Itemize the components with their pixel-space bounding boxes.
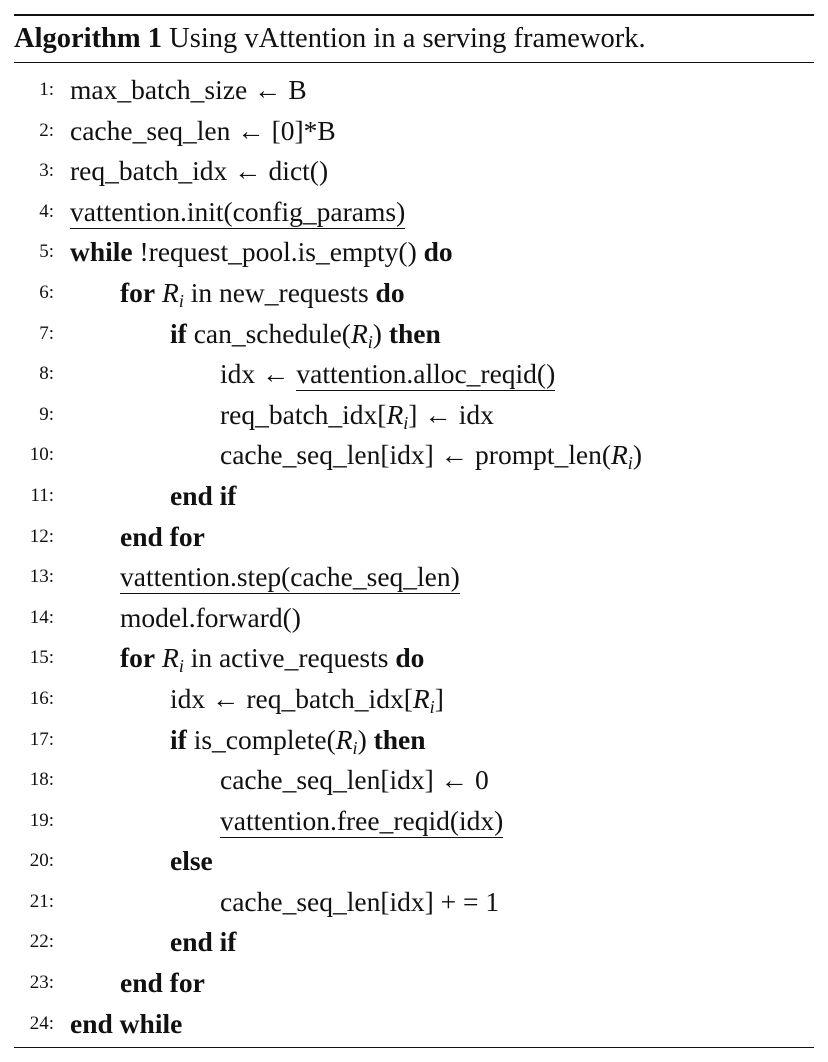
code-text: cache_seq_len[idx] ← prompt_len(: [220, 439, 611, 471]
code-text: ): [632, 439, 642, 471]
line-number: 12:: [29, 525, 54, 547]
line-number: 21:: [29, 890, 54, 912]
code-text: req_batch_idx ← dict(): [70, 155, 329, 187]
line-number: 7:: [39, 322, 54, 344]
algorithm-line: [0, 638, 828, 679]
keyword: while: [70, 236, 133, 268]
algorithm-line: [0, 354, 828, 395]
line-code: [170, 476, 236, 517]
keyword: for: [120, 642, 156, 674]
algorithm-line: [0, 760, 828, 801]
line-code: [170, 314, 441, 355]
line-code: [120, 273, 405, 314]
line-number: 10:: [29, 444, 54, 466]
code-text: [155, 277, 162, 308]
algorithm-line: [0, 273, 828, 314]
keyword: for: [120, 276, 156, 308]
algorithm-line: [0, 801, 828, 842]
keyword: then: [388, 317, 441, 349]
keyword: else: [170, 845, 213, 877]
math-variable: $R_i$: [162, 276, 184, 311]
code-text: ]: [434, 682, 444, 714]
keyword: then: [373, 723, 426, 755]
algorithm-line: [0, 1004, 828, 1045]
keyword: do: [395, 642, 425, 674]
code-text: cache_seq_len[idx] ← 0: [220, 764, 489, 796]
line-code: [70, 232, 453, 273]
line-number: 17:: [29, 728, 54, 750]
line-number: 23:: [29, 972, 54, 994]
code-text: !request_pool.is_empty(): [132, 236, 424, 268]
algorithm-line: [0, 557, 828, 598]
algorithm-body: [0, 70, 828, 1044]
algorithm-line: [0, 963, 828, 1004]
line-code: [220, 435, 642, 476]
keyword: if: [170, 723, 187, 755]
algorithm-line: [0, 151, 828, 192]
keyword: end if: [170, 479, 237, 511]
line-code: [220, 395, 494, 436]
code-text: model.forward(): [120, 601, 301, 633]
code-text: idx ←: [220, 358, 297, 390]
line-code: [170, 922, 236, 963]
code-text: is_complete(: [186, 723, 336, 755]
vattention-api-call: vattention.free_reqid(idx): [220, 804, 504, 836]
line-number: 13:: [29, 566, 54, 588]
line-code: [220, 882, 499, 923]
algorithm-line: [0, 70, 828, 111]
line-code: [120, 517, 205, 558]
line-code: [70, 111, 336, 152]
line-code: [220, 354, 555, 395]
math-variable: $R_i$: [162, 642, 184, 677]
algorithm-label: Algorithm 1: [14, 23, 163, 54]
line-code: [120, 963, 205, 1004]
code-text: cache_seq_len ← [0]*B: [70, 114, 336, 146]
line-code: [120, 598, 301, 639]
line-number: 19:: [29, 809, 54, 831]
code-text: ): [372, 317, 389, 349]
keyword: do: [375, 276, 405, 308]
bottom-rule: [14, 1047, 814, 1048]
code-text: in active_requests: [183, 642, 396, 674]
keyword: end for: [120, 967, 205, 999]
math-variable: $R_i$: [350, 317, 373, 352]
keyword: end for: [120, 520, 205, 552]
algorithm-line: [0, 111, 828, 152]
line-code: [220, 801, 503, 842]
line-number: 11:: [30, 484, 54, 506]
code-text: req_batch_idx[: [220, 398, 387, 430]
line-code: [70, 1004, 182, 1045]
code-text: can_schedule(: [186, 317, 351, 349]
algorithm-caption: [14, 18, 646, 60]
math-variable: $R_i$: [412, 682, 435, 717]
line-number: 3:: [39, 160, 54, 182]
algorithm-line: [0, 232, 828, 273]
algorithm-line: [0, 841, 828, 882]
algorithm-title: Using vAttention in a serving framework.: [169, 23, 646, 54]
algorithm-line: [0, 720, 828, 761]
vattention-api-call: vattention.init(config_params): [70, 195, 406, 227]
algorithm-line: [0, 922, 828, 963]
code-text: ] ← idx: [408, 398, 494, 430]
algorithm-line: [0, 192, 828, 233]
line-code: [170, 679, 444, 720]
line-number: 15:: [29, 647, 54, 669]
line-code: [120, 638, 424, 679]
line-number: 1:: [39, 79, 54, 100]
keyword: if: [170, 317, 187, 349]
line-code: [70, 192, 405, 233]
algorithm-line: [0, 679, 828, 720]
line-number: 24:: [29, 1012, 54, 1034]
math-variable: $R_i$: [610, 439, 633, 474]
caption-rule: [14, 62, 814, 63]
keyword: end if: [170, 926, 237, 958]
math-variable: $R_i$: [386, 398, 409, 433]
line-number: 5:: [39, 241, 54, 263]
line-number: 20:: [29, 850, 54, 872]
line-number: 14:: [29, 606, 54, 628]
line-number: 2:: [39, 119, 54, 141]
line-code: [220, 760, 489, 801]
code-text: max_batch_size ← B: [70, 74, 307, 105]
line-code: [170, 841, 213, 882]
code-text: idx ← req_batch_idx[: [170, 682, 413, 714]
algorithm-line: [0, 598, 828, 639]
top-rule: [14, 14, 814, 16]
keyword: do: [423, 236, 453, 268]
algorithm-line: [0, 314, 828, 355]
code-text: ): [357, 723, 374, 755]
line-code: [70, 70, 307, 111]
line-code: [170, 720, 426, 761]
line-number: 6:: [39, 281, 54, 303]
vattention-api-call: vattention.step(cache_seq_len): [120, 561, 460, 593]
code-text: [155, 642, 162, 673]
line-number: 18:: [29, 769, 54, 791]
algorithm-line: [0, 395, 828, 436]
algorithm-line: [0, 435, 828, 476]
line-code: [70, 151, 328, 192]
algorithm-line: [0, 882, 828, 923]
line-number: 16:: [29, 687, 54, 709]
algorithm-line: [0, 476, 828, 517]
algorithm-line: [0, 517, 828, 558]
line-number: 8:: [39, 363, 54, 385]
math-variable: $R_i$: [335, 723, 358, 758]
keyword: end while: [70, 1007, 183, 1039]
line-code: [120, 557, 460, 598]
line-number: 22:: [29, 931, 54, 953]
line-number: 4:: [39, 200, 54, 222]
code-text: in new_requests: [183, 276, 376, 308]
line-number: 9:: [39, 403, 54, 425]
vattention-api-call: vattention.alloc_reqid(): [296, 358, 556, 390]
code-text: cache_seq_len[idx] + = 1: [220, 885, 500, 917]
